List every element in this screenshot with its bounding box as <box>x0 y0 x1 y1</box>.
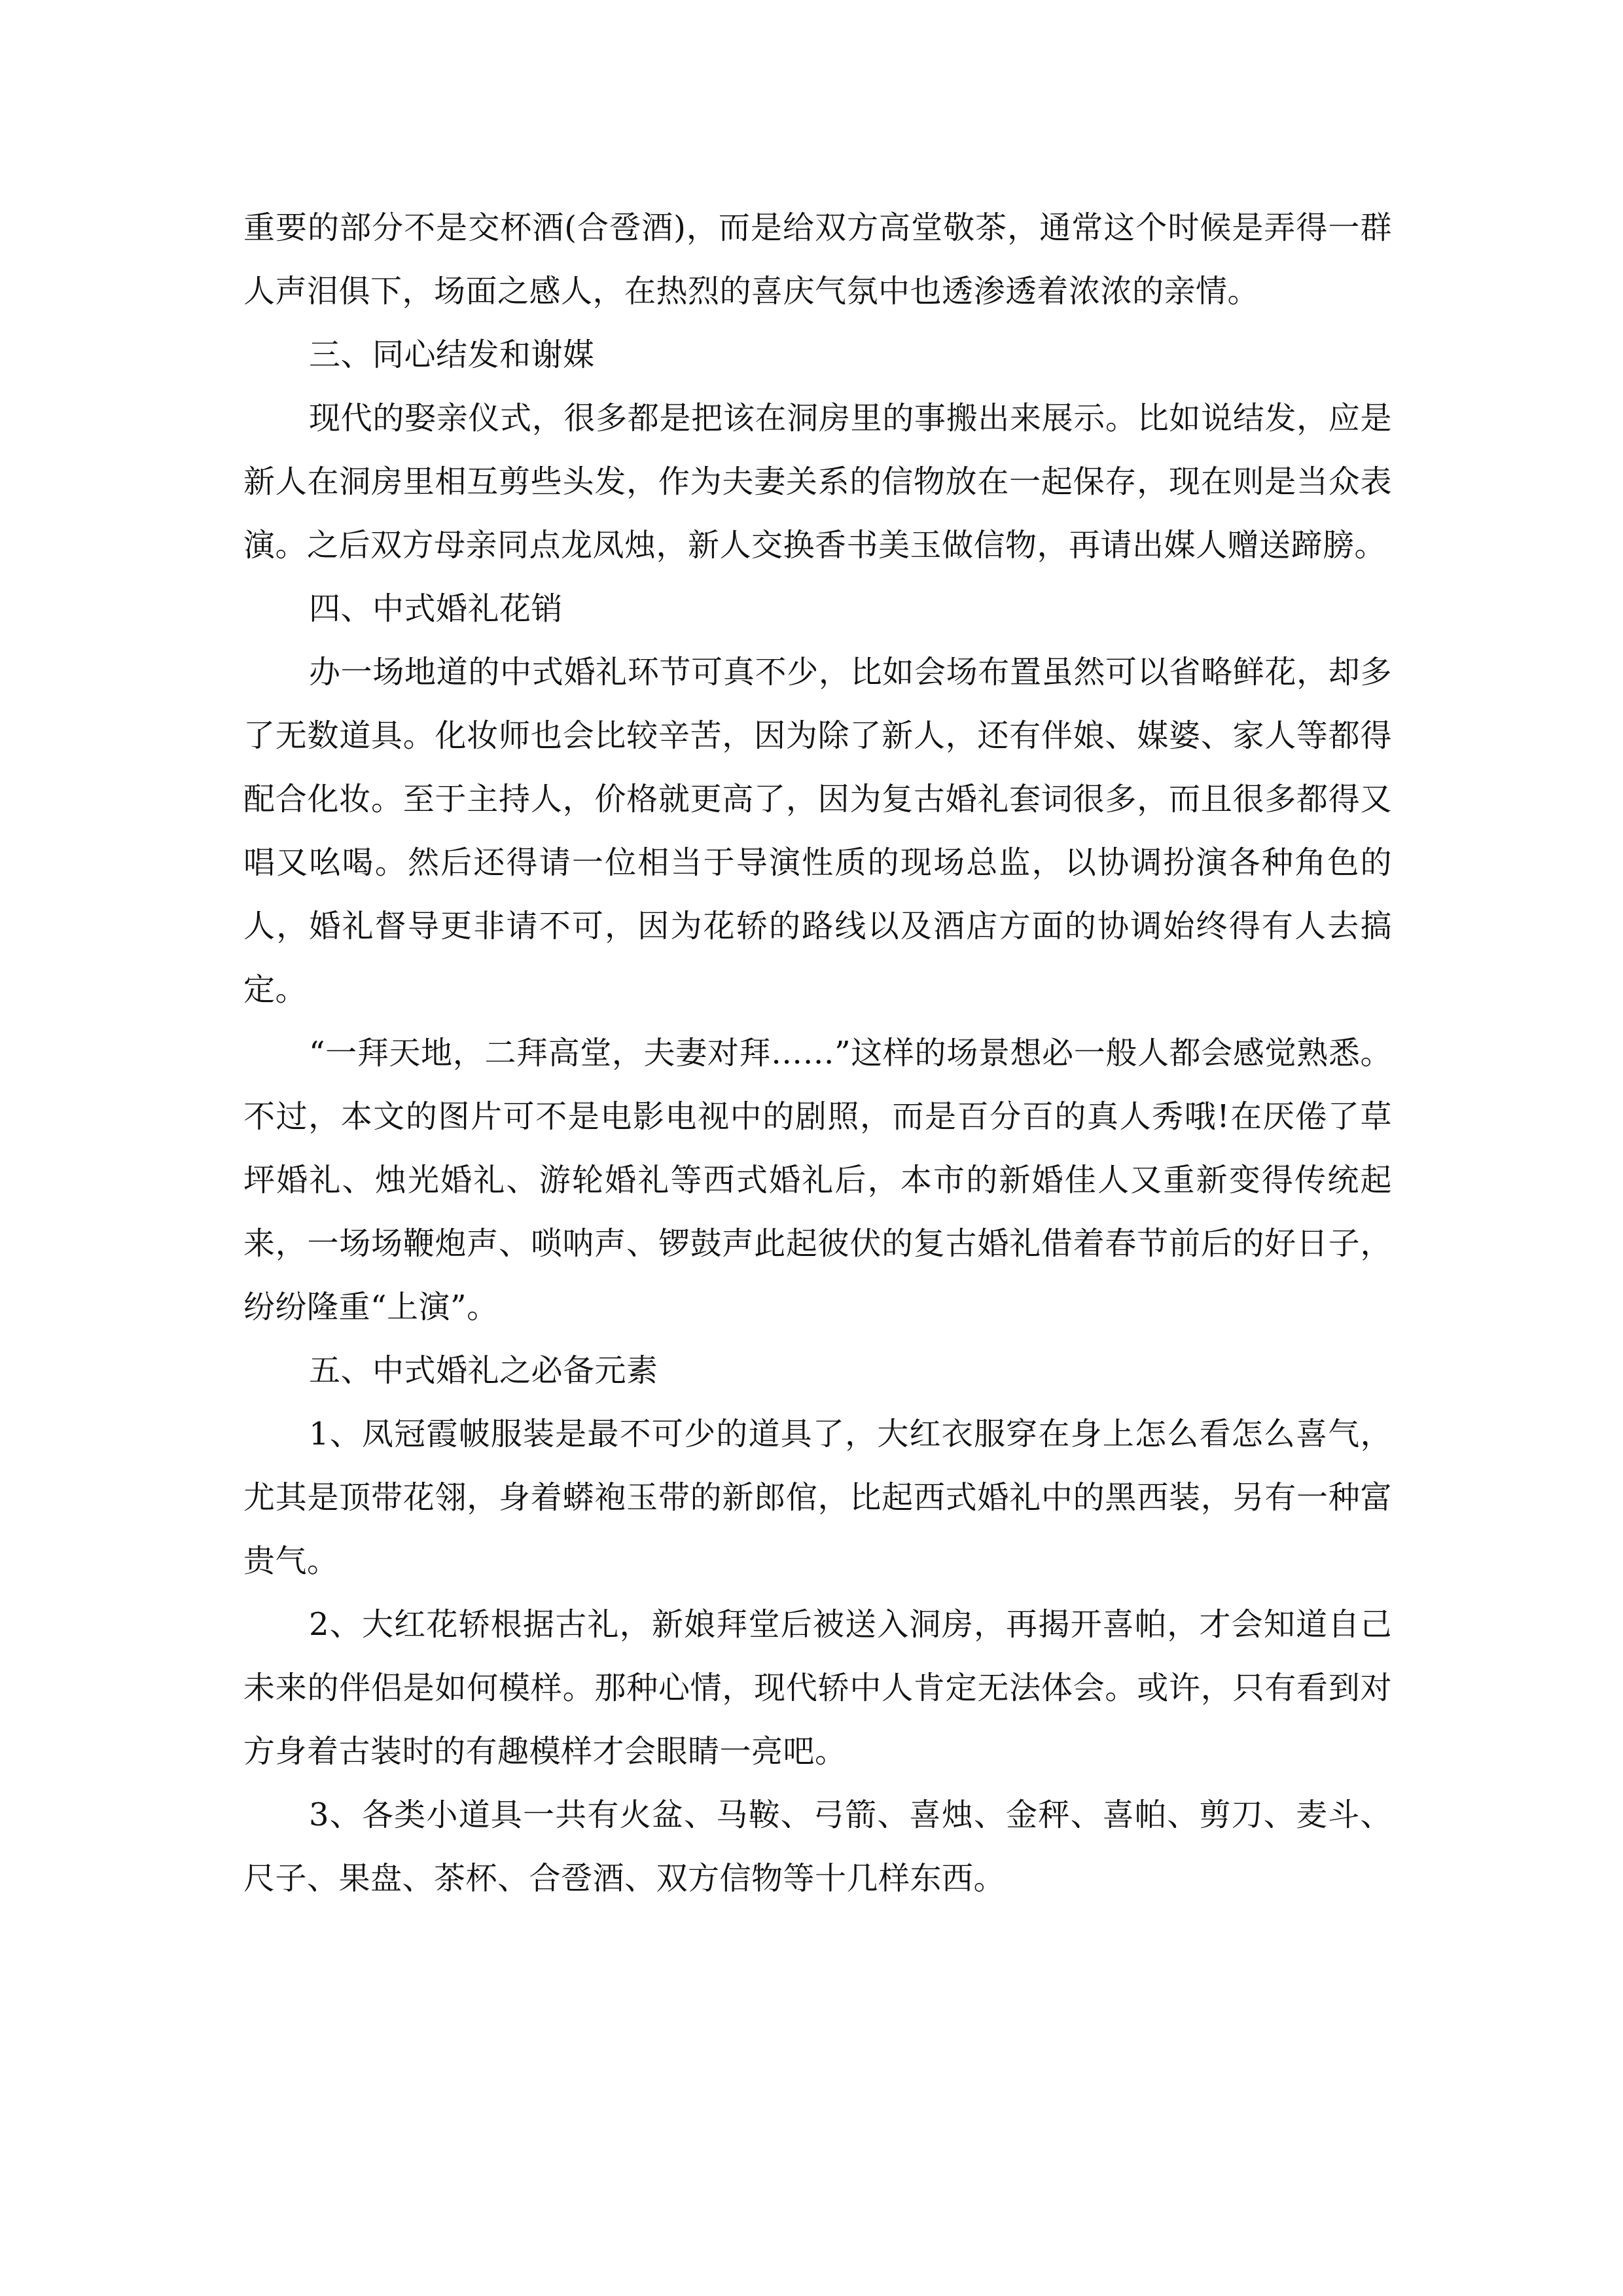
list-item-2: 2、大红花轿根据古礼，新娘拜堂后被送入洞房，再揭开喜帕，才会知道自己未来的伴侣是如何模样。那种心情，现代轿中人肯定无法体会。或许，只有看到对方身着古装时的有趣模样才会眼睛一亮吧。 <box>243 1606 1392 1770</box>
paragraph-wedding-costs: 办一场地道的中式婚礼环节可真不少，比如会场布置虽然可以省略鲜花，却多了无数道具。化妆师也会比较辛苦，因为除了新人，还有伴娘、媒婆、家人等都得配合化妆。至于主持人，价格就更高了，因为复古婚礼套词很多，而且很多都得又唱又吆喝。然后还得请一位相当于导演性质的现场总监，以协调扮演各种角色的人，婚礼督导更非请不可，因为花轿的路线以及酒店方面的协调始终得有人去搞定。 <box>243 654 1392 1008</box>
list-item-1: 1、凤冠霞帔服装是最不可少的道具了，大红衣服穿在身上怎么看怎么喜气，尤其是顶带花翎，身着蟒袍玉带的新郎倌，比起西式婚礼中的黑西装，另有一种富贵气。 <box>243 1416 1392 1579</box>
list-item-3: 3、各类小道具一共有火盆、马鞍、弓箭、喜烛、金秤、喜帕、剪刀、麦斗、尺子、果盘、茶杯、合卺酒、双方信物等十几样东西。 <box>243 1797 1392 1897</box>
paragraph-retro-wedding: “一拜天地，二拜高堂，夫妻对拜……”这样的场景想必一般人都会感觉熟悉。不过，本文的图片可不是电影电视中的剧照，而是百分百的真人秀哦!在厌倦了草坪婚礼、烛光婚礼、游轮婚礼等西式婚礼后，本市的新婚佳人又重新变得传统起来，一场场鞭炮声、唢呐声、锣鼓声此起彼伏的复古婚礼借着春节前后的好日子，纷纷隆重“上演”。 <box>243 1035 1392 1325</box>
heading-section-3: 三、同心结发和谢媒 <box>309 336 595 373</box>
document-body <box>243 196 1392 1910</box>
heading-section-5: 五、中式婚礼之必备元素 <box>309 1352 658 1389</box>
heading-section-4: 四、中式婚礼花销 <box>309 590 563 627</box>
paragraph-hair-and-matchmaker: 现代的娶亲仪式，很多都是把该在洞房里的事搬出来展示。比如说结发，应是新人在洞房里相互剪些头发，作为夫妻关系的信物放在一起保存，现在则是当众表演。之后双方母亲同点龙凤烛，新人交换香书美玉做信物，再请出媒人赠送蹄膀。 <box>243 400 1392 564</box>
paragraph-continuation: 重要的部分不是交杯酒(合卺酒)，而是给双方高堂敬茶，通常这个时候是弄得一群人声泪俱下，场面之感人，在热烈的喜庆气氛中也透渗透着浓浓的亲情。 <box>243 209 1392 310</box>
